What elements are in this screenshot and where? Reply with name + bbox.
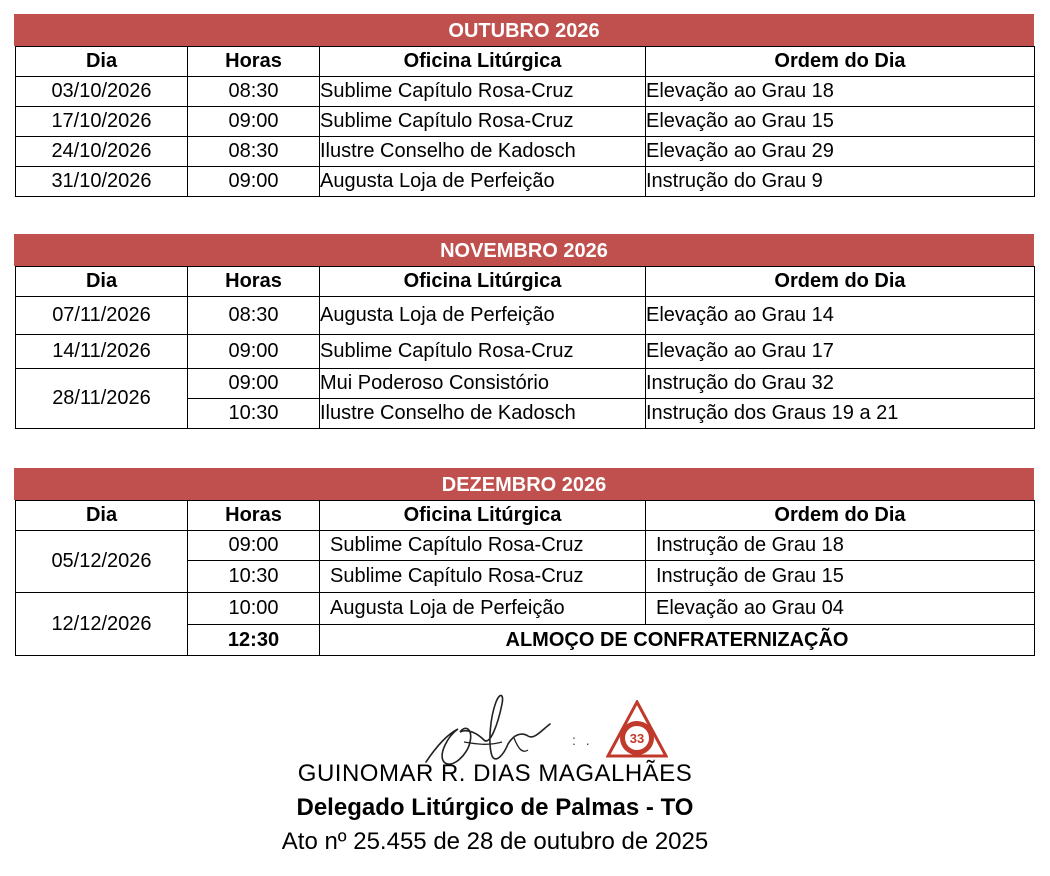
cell-oficina: Augusta Loja de Perfeição bbox=[320, 167, 646, 197]
cell-horas: 09:00 bbox=[188, 369, 320, 399]
cell-horas: 08:30 bbox=[188, 297, 320, 335]
cell-ordem: Instrução do Grau 32 bbox=[646, 369, 1035, 399]
cell-oficina: Sublime Capítulo Rosa-Cruz bbox=[320, 561, 646, 593]
cell-dia: 17/10/2026 bbox=[16, 107, 188, 137]
signature-dots: : . bbox=[572, 732, 593, 748]
header-dia: Dia bbox=[16, 267, 188, 297]
table-row bbox=[16, 593, 1035, 625]
header-horas: Horas bbox=[188, 47, 320, 77]
table-header-row bbox=[16, 267, 1035, 297]
header-dia: Dia bbox=[16, 47, 188, 77]
cell-dia: 05/12/2026 bbox=[16, 531, 188, 593]
cell-dia: 07/11/2026 bbox=[16, 297, 188, 335]
cell-oficina: Ilustre Conselho de Kadosch bbox=[320, 137, 646, 167]
table-header-row bbox=[16, 501, 1035, 531]
table-row bbox=[16, 107, 1035, 137]
cell-dia: 31/10/2026 bbox=[16, 167, 188, 197]
cell-dia: 24/10/2026 bbox=[16, 137, 188, 167]
month-title: OUTUBRO 2026 bbox=[14, 14, 1034, 46]
cell-horas: 10:00 bbox=[188, 593, 320, 625]
header-oficina: Oficina Litúrgica bbox=[320, 501, 646, 531]
header-oficina: Oficina Litúrgica bbox=[320, 267, 646, 297]
cell-ordem: Elevação ao Grau 04 bbox=[646, 593, 1035, 625]
signatory-role: Delegado Litúrgico de Palmas - TO bbox=[296, 794, 694, 821]
cell-ordem: Elevação ao Grau 29 bbox=[646, 137, 1035, 167]
cell-oficina: Sublime Capítulo Rosa-Cruz bbox=[320, 531, 646, 561]
header-ordem: Ordem do Dia bbox=[646, 501, 1035, 531]
month-december bbox=[14, 468, 1034, 656]
table-row bbox=[16, 77, 1035, 107]
cell-oficina: Augusta Loja de Perfeição bbox=[320, 297, 646, 335]
cell-ordem: Instrução do Grau 9 bbox=[646, 167, 1035, 197]
cell-horas: 08:30 bbox=[188, 77, 320, 107]
table-header-row bbox=[16, 47, 1035, 77]
schedule-table bbox=[15, 266, 1035, 429]
table-row bbox=[16, 137, 1035, 167]
cell-horas: 10:30 bbox=[188, 561, 320, 593]
month-title: NOVEMBRO 2026 bbox=[14, 234, 1034, 266]
header-ordem: Ordem do Dia bbox=[646, 267, 1035, 297]
header-oficina: Oficina Litúrgica bbox=[320, 47, 646, 77]
cell-ordem: Elevação ao Grau 14 bbox=[646, 297, 1035, 335]
emblem-number: 33 bbox=[629, 731, 645, 746]
cell-horas: 08:30 bbox=[188, 137, 320, 167]
month-october bbox=[14, 14, 1034, 197]
table-row bbox=[16, 369, 1035, 399]
table-row bbox=[16, 167, 1035, 197]
month-title: DEZEMBRO 2026 bbox=[14, 468, 1034, 500]
header-dia: Dia bbox=[16, 501, 188, 531]
cell-ordem: Instrução de Grau 18 bbox=[646, 531, 1035, 561]
cell-horas: 09:00 bbox=[188, 167, 320, 197]
cell-ordem: Instrução dos Graus 19 a 21 bbox=[646, 399, 1035, 429]
table-row bbox=[16, 531, 1035, 561]
cell-dia: 12/12/2026 bbox=[16, 593, 188, 656]
cell-dia: 28/11/2026 bbox=[16, 369, 188, 429]
month-november bbox=[14, 234, 1034, 429]
signatory-name: GUINOMAR R. DIAS MAGALHÃES bbox=[297, 760, 693, 787]
cell-horas: 12:30 bbox=[188, 625, 320, 656]
cell-oficina: Sublime Capítulo Rosa-Cruz bbox=[320, 335, 646, 369]
cell-horas: 09:00 bbox=[188, 107, 320, 137]
triangle-emblem-icon bbox=[606, 700, 668, 760]
cell-horas: 09:00 bbox=[188, 335, 320, 369]
header-horas: Horas bbox=[188, 501, 320, 531]
cell-horas: 09:00 bbox=[188, 531, 320, 561]
cell-oficina: Sublime Capítulo Rosa-Cruz bbox=[320, 107, 646, 137]
table-row bbox=[16, 335, 1035, 369]
cell-oficina: Ilustre Conselho de Kadosch bbox=[320, 399, 646, 429]
cell-oficina: Mui Poderoso Consistório bbox=[320, 369, 646, 399]
header-horas: Horas bbox=[188, 267, 320, 297]
schedule-table bbox=[15, 500, 1035, 656]
cell-oficina: Sublime Capítulo Rosa-Cruz bbox=[320, 77, 646, 107]
cell-oficina: Augusta Loja de Perfeição bbox=[320, 593, 646, 625]
schedule-table bbox=[15, 46, 1035, 197]
signatory-act: Ato nº 25.455 de 28 de outubro de 2025 bbox=[281, 828, 709, 855]
cell-ordem: Elevação ao Grau 17 bbox=[646, 335, 1035, 369]
cell-merged-event: ALMOÇO DE CONFRATERNIZAÇÃO bbox=[320, 625, 1035, 656]
cell-ordem: Elevação ao Grau 18 bbox=[646, 77, 1035, 107]
cell-horas: 10:30 bbox=[188, 399, 320, 429]
header-ordem: Ordem do Dia bbox=[646, 47, 1035, 77]
signature-block bbox=[0, 680, 1050, 876]
cell-ordem: Instrução de Grau 15 bbox=[646, 561, 1035, 593]
cell-ordem: Elevação ao Grau 15 bbox=[646, 107, 1035, 137]
cell-dia: 14/11/2026 bbox=[16, 335, 188, 369]
cell-dia: 03/10/2026 bbox=[16, 77, 188, 107]
table-row bbox=[16, 297, 1035, 335]
